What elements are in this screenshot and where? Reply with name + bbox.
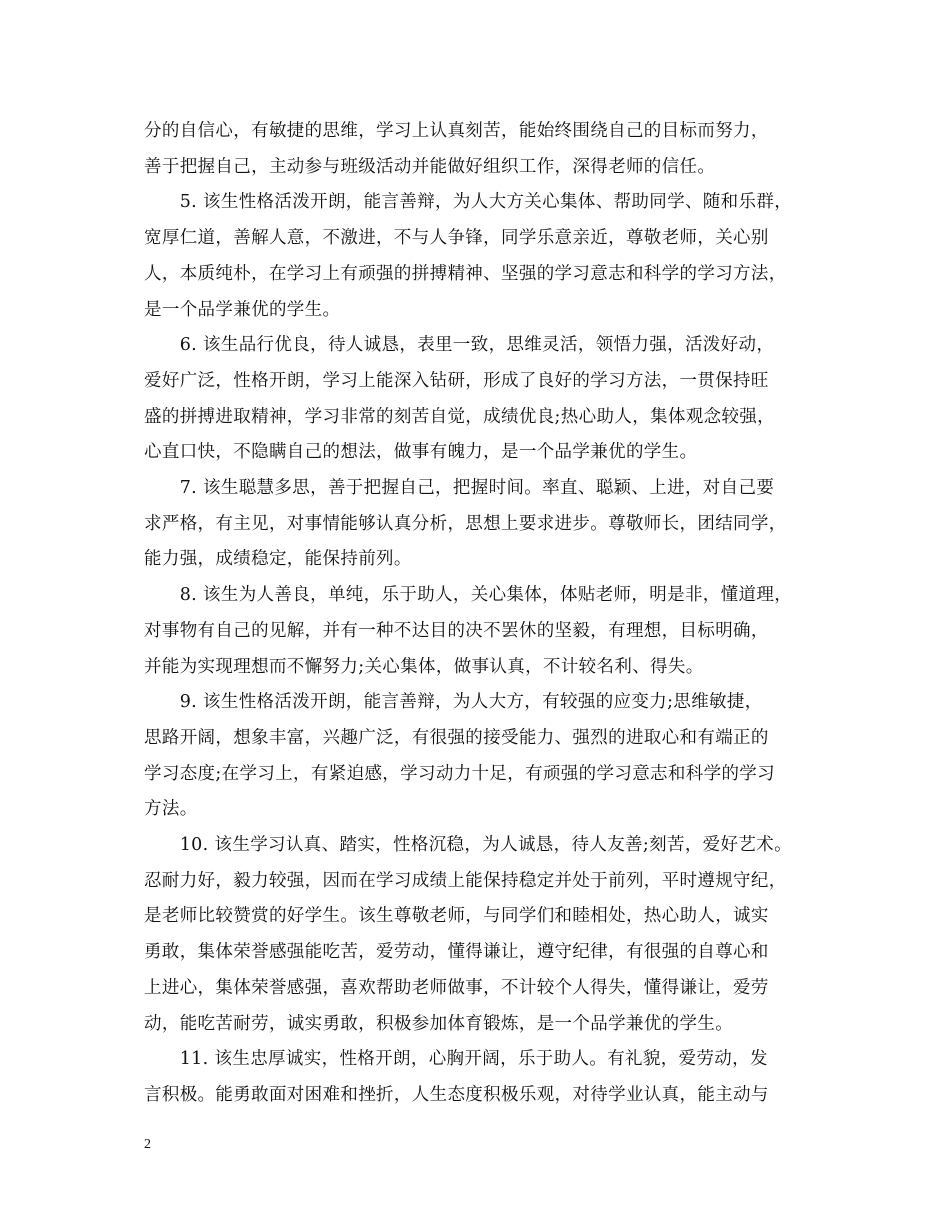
- text-line: 思路开阔，想象丰富，兴趣广泛，有很强的接受能力、强烈的进取心和有端正的: [144, 727, 769, 748]
- document-body: [144, 114, 814, 1114]
- text-line: 能力强，成绩稳定，能保持前列。: [144, 549, 412, 570]
- text-line: 并能为实现理想而不懈努力;关心集体，做事认真，不计较名利、得失。: [144, 656, 704, 677]
- text-line: 对事物有自己的见解，并有一种不达目的决不罢休的坚毅，有理想，目标明确，: [144, 620, 769, 641]
- text-line: 10. 该生学习认真、踏实，性格沉稳，为人诚恳，待人友善;刻苦，爱好艺术。: [144, 835, 792, 856]
- text-line: 是老师比较赞赏的好学生。该生尊敬老师，与同学们和睦相处，热心助人，诚实: [144, 906, 769, 927]
- text-line: 勇敢，集体荣誉感强能吃苦，爱劳动，懂得谦让，遵守纪律，有很强的自尊心和: [144, 942, 769, 963]
- text-line: 是一个品学兼优的学生。: [144, 299, 341, 320]
- text-line: 盛的拼搏进取精神，学习非常的刻苦自觉，成绩优良;热心助人，集体观念较强，: [144, 406, 775, 427]
- text-line: 动，能吃苦耐劳，诚实勇敢，积极参加体育锻炼，是一个品学兼优的学生。: [144, 1013, 734, 1034]
- text-line: 6. 该生品行优良，待人诚恳，表里一致，思维灵活，领悟力强，活泼好动，: [144, 335, 775, 356]
- text-line: 忍耐力好，毅力较强，因而在学习成绩上能保持稳定并处于前列，平时遵规守纪，: [144, 870, 787, 891]
- text-line: 求严格，有主见，对事情能够认真分析，思想上要求进步。尊敬师长，团结同学，: [144, 513, 787, 534]
- text-line: 11. 该生忠厚诚实，性格开朗，心胸开阔，乐于助人。有礼貌，爱劳动，发: [144, 1049, 768, 1070]
- text-line: 5. 该生性格活泼开朗，能言善辩，为人大方关心集体、帮助同学、随和乐群，: [144, 192, 793, 213]
- text-line: 分的自信心，有敏捷的思维，学习上认真刻苦，能始终围绕自己的目标而努力，: [144, 121, 769, 141]
- text-line: 爱好广泛，性格开朗，学习上能深入钻研，形成了良好的学习方法，一贯保持旺: [144, 370, 769, 391]
- text-line: 善于把握自己，主动参与班级活动并能做好组织工作，深得老师的信任。: [144, 156, 716, 177]
- text-line: 方法。: [144, 799, 198, 820]
- text-line: 宽厚仁道，善解人意，不激进，不与人争锋，同学乐意亲近，尊敬老师，关心别: [144, 228, 769, 249]
- text-line: 9. 该生性格活泼开朗，能言善辩，为人大方，有较强的应变力;思维敏捷，: [144, 692, 763, 713]
- text-line: 上进心，集体荣誉感强，喜欢帮助老师做事，不计较个人得失，懂得谦让，爱劳: [144, 977, 769, 998]
- text-line: 言积极。能勇敢面对困难和挫折，人生态度积极乐观，对待学业认真，能主动与: [144, 1084, 769, 1105]
- text-line: 心直口快，不隐瞒自己的想法，做事有魄力，是一个品学兼优的学生。: [144, 442, 698, 463]
- text-line: 学习态度;在学习上，有紧迫感，学习动力十足，有顽强的学习意志和科学的学习: [144, 763, 775, 784]
- text-line: 8. 该生为人善良，单纯，乐于助人，关心集体，体贴老师，明是非，懂道理，: [144, 585, 793, 606]
- page-number: 2: [144, 1137, 151, 1152]
- text-line: 人，本质纯朴，在学习上有顽强的拼搏精神、坚强的学习意志和科学的学习方法，: [144, 263, 787, 284]
- text-line: 7. 该生聪慧多思，善于把握自己，把握时间。率直、聪颖、上进，对自己要: [144, 478, 775, 499]
